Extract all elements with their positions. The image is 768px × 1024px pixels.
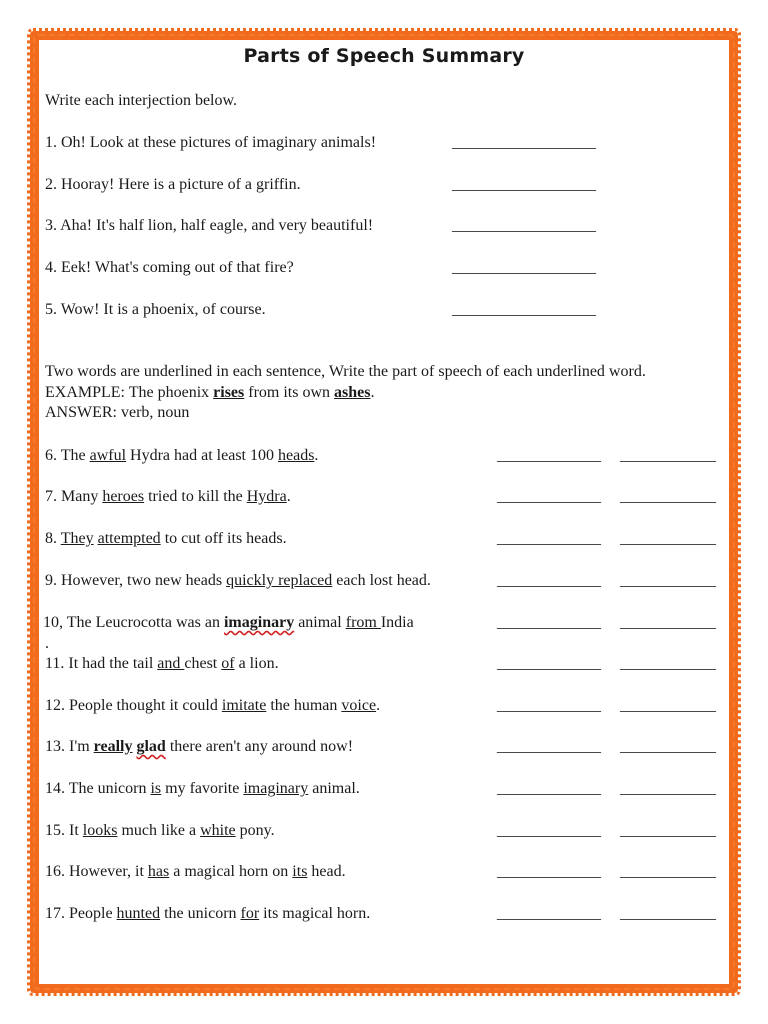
sentence-text-p2: Hydra had at least 100 — [126, 447, 278, 464]
interjection-item-2: 2. Hooray! Here is a picture of a griffin. — [45, 176, 301, 193]
sentence-text-p1: 6. The — [45, 447, 90, 464]
answer-blank-1[interactable]: __________________ — [452, 134, 596, 151]
sentence-item-15 — [45, 821, 275, 841]
sentence-item-8 — [45, 529, 287, 549]
sentence-text-p2: animal — [294, 614, 346, 631]
sentence-text-p2: a magical horn on — [169, 863, 293, 880]
underlined-word-w2: glad — [136, 738, 166, 755]
underlined-word-w2: of — [221, 655, 235, 672]
answer-blank-b-16[interactable]: ____________ — [620, 863, 716, 880]
example-line — [45, 383, 374, 403]
underlined-word-w2: attempted — [97, 530, 161, 547]
interjection-item-4: 4. Eek! What's coming out of that fire? — [45, 259, 294, 276]
underlined-word-w1: quickly replaced — [226, 572, 333, 589]
sentence-text-p3: a lion. — [234, 655, 279, 672]
sentence-item-12 — [45, 696, 380, 716]
underlined-word-w1: They — [60, 530, 94, 547]
sentence-item-11 — [45, 654, 279, 674]
answer-blank-a-15[interactable]: _____________ — [497, 822, 601, 839]
answer-blank-a-17[interactable]: _____________ — [497, 905, 601, 922]
answer-blank-a-12[interactable]: _____________ — [497, 697, 601, 714]
sentence-text-p1: 14. The unicorn — [45, 780, 151, 797]
sentence-text-p3: . — [376, 697, 381, 714]
sentence-text-p2: the unicorn — [160, 905, 241, 922]
sentence-text-p2: the human — [266, 697, 342, 714]
underlined-word-w2: for — [240, 905, 260, 922]
underlined-word-w2: Hydra — [246, 488, 287, 505]
answer-blank-b-9[interactable]: ____________ — [620, 572, 716, 589]
sentence-text-p3: to cut off its heads. — [160, 530, 287, 547]
example-mid: from its own — [244, 384, 335, 401]
answer-blank-b-13[interactable]: ____________ — [620, 738, 716, 755]
answer-blank-b-12[interactable]: ____________ — [620, 697, 716, 714]
worksheet-title: Parts of Speech Summary — [243, 45, 525, 67]
answer-blank-a-7[interactable]: _____________ — [497, 488, 601, 505]
example-end: . — [370, 384, 375, 401]
sentence-text-p1: 15. It — [45, 822, 83, 839]
interjection-item-5: 5. Wow! It is a phoenix, of course. — [45, 301, 266, 318]
sentence-text-p3: there aren't any around now! — [165, 738, 354, 755]
underlined-word-w2: its — [292, 863, 308, 880]
sentence-text-p1: 17. People — [45, 905, 117, 922]
answer-blank-a-9[interactable]: _____________ — [497, 572, 601, 589]
underlined-word-w1: really — [93, 738, 133, 755]
answer-blank-4[interactable]: __________________ — [452, 259, 596, 276]
answer-blank-3[interactable]: __________________ — [452, 217, 596, 234]
sentence-text-p1: 13. I'm — [45, 738, 94, 755]
sentence-text-p1: 11. It had the tail — [45, 655, 158, 672]
sentence-text-p2: tried to kill the — [144, 488, 247, 505]
underlined-word-w2: voice — [341, 697, 377, 714]
answer-blank-b-7[interactable]: ____________ — [620, 488, 716, 505]
sentence-text-p2: much like a — [117, 822, 201, 839]
interjection-instruction: Write each interjection below. — [45, 92, 238, 109]
interjection-item-1: 1. Oh! Look at these pictures of imaginary animals! — [45, 134, 377, 151]
underlined-word-w1: is — [150, 780, 162, 797]
sentence-text-p1: 10, The Leucrocotta was an — [43, 614, 224, 631]
sentence-item-9 — [45, 571, 431, 591]
underlined-word-w1: awful — [89, 447, 127, 464]
part-of-speech-instruction: Two words are underlined in each sentence, Write the part of speech of each underlined word. — [45, 363, 646, 380]
answer-blank-b-8[interactable]: ____________ — [620, 530, 716, 547]
sentence-item-16 — [45, 862, 346, 882]
sentence-item-14 — [45, 779, 360, 799]
sentence-item-13 — [45, 737, 353, 757]
sentence-text-p3: India — [380, 614, 414, 631]
sentence-text-p3: animal. — [308, 780, 360, 797]
underlined-word-w2: heads — [277, 447, 315, 464]
underlined-word-w1: imaginary — [223, 614, 295, 631]
answer-blank-b-14[interactable]: ____________ — [620, 780, 716, 797]
sentence-text-p2: each lost head. — [332, 572, 431, 589]
underlined-word-w2: from — [345, 614, 381, 631]
underlined-word-w2: white — [200, 822, 236, 839]
sentence-text-p1: 7. Many — [45, 488, 103, 505]
sentence-text-p1: 16. However, it — [45, 863, 148, 880]
answer-blank-b-10[interactable]: ____________ — [620, 614, 716, 631]
answer-blank-a-13[interactable]: _____________ — [497, 738, 601, 755]
answer-blank-2[interactable]: __________________ — [452, 176, 596, 193]
answer-blank-a-8[interactable]: _____________ — [497, 530, 601, 547]
sentence-text-p2: my favorite — [161, 780, 244, 797]
example-answer: ANSWER: verb, noun — [45, 404, 190, 421]
answer-blank-b-11[interactable]: ____________ — [620, 655, 716, 672]
underlined-word-w1: hunted — [116, 905, 161, 922]
stray-period: . — [45, 635, 49, 652]
answer-blank-b-15[interactable]: ____________ — [620, 822, 716, 839]
answer-blank-b-17[interactable]: ____________ — [620, 905, 716, 922]
answer-blank-a-16[interactable]: _____________ — [497, 863, 601, 880]
sentence-text-p3: its magical horn. — [259, 905, 371, 922]
underlined-word-w1: has — [147, 863, 170, 880]
sentence-item-7 — [45, 487, 291, 507]
interjection-item-3: 3. Aha! It's half lion, half eagle, and very beautiful! — [45, 217, 374, 234]
answer-blank-a-11[interactable]: _____________ — [497, 655, 601, 672]
underlined-word-w1: imitate — [221, 697, 267, 714]
answer-blank-b-6[interactable]: ____________ — [620, 447, 716, 464]
example-prefix: EXAMPLE: The phoenix — [45, 384, 214, 401]
sentence-text-p2: chest — [184, 655, 222, 672]
sentence-text-p1: 12. People thought it could — [45, 697, 222, 714]
answer-blank-5[interactable]: __________________ — [452, 301, 596, 318]
answer-blank-a-6[interactable]: _____________ — [497, 447, 601, 464]
sentence-item-6 — [45, 446, 318, 466]
sentence-text-p3: . — [286, 488, 291, 505]
sentence-text-p1: 9. However, two new heads — [45, 572, 227, 589]
sentence-text-p3: pony. — [235, 822, 275, 839]
underlined-word-w1: looks — [82, 822, 118, 839]
sentence-item-17 — [45, 904, 370, 924]
answer-blank-a-10[interactable]: _____________ — [497, 614, 601, 631]
sentence-item-10 — [43, 613, 414, 633]
underlined-word-w1: and — [157, 655, 185, 672]
sentence-text-p3: . — [314, 447, 319, 464]
answer-blank-a-14[interactable]: _____________ — [497, 780, 601, 797]
example-word-2: ashes — [334, 384, 371, 401]
sentence-text-p3: head. — [307, 863, 346, 880]
underlined-word-w1: heroes — [102, 488, 145, 505]
example-word-1: rises — [213, 384, 245, 401]
underlined-word-w2: imaginary — [243, 780, 309, 797]
sentence-text-p1: 8. — [45, 530, 61, 547]
